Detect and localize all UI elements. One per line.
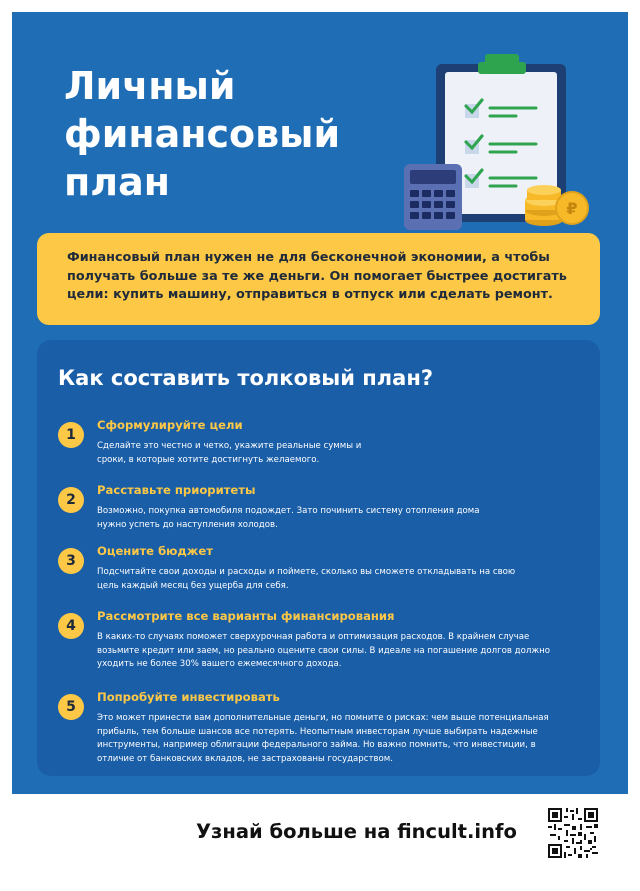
step-title: Рассмотрите все варианты финансирования xyxy=(97,609,395,623)
step-text: Это может принести вам дополнительные деньги, но помните о рисках: чем выше потенциальная прибыль, тем больше шансов все потерять. Неопытным инвесторам лучше выбирать надежные инструменты, например облигации федерального займа. Но важно помнить, что инвестиции, в отличие от банковских вкладов, не застрахованы государством. xyxy=(97,713,549,764)
plan-panel xyxy=(37,340,600,776)
page-title xyxy=(64,62,394,206)
step-title: Попробуйте инвестировать xyxy=(97,690,280,704)
intro-callout xyxy=(37,233,600,325)
step-text: Возможно, покупка автомобиля подождет. Зато починить систему отопления дома нужно успеть до наступления холодов. xyxy=(97,506,480,530)
ruble-sign: ₽ xyxy=(566,199,578,218)
poster xyxy=(12,12,628,794)
title-line-2: финансовый xyxy=(64,112,341,156)
step-number-badge: 3 xyxy=(58,548,84,574)
step-text: В каких-то случаях поможет сверхурочная работа и оптимизация расходов. В крайнем случае возьмите кредит или заем, но реально оцените свои силы. В идеале на погашение долгов должно уходить не более 30% вашего ежемесячного дохода. xyxy=(97,632,550,669)
footer-cta: Узнай больше на fincult.info xyxy=(196,820,517,843)
intro-text: Финансовый план нужен не для бесконечной экономии, а чтобы получать больше за те же деньги. Он помогает быстрее достигать цели: купить машину, отправиться в отпуск или сделать ремонт. xyxy=(67,250,567,302)
title-line-1: Личный xyxy=(64,64,236,108)
coin-stack-icon xyxy=(525,185,588,226)
step-number-badge: 5 xyxy=(58,694,84,720)
step-text: Подсчитайте свои доходы и расходы и поймете, сколько вы сможете откладывать на свою цель каждый месяц без ущерба для себя. xyxy=(97,567,516,591)
clipboard-calculator-coins-illustration xyxy=(390,42,590,232)
qr-code-icon[interactable] xyxy=(548,808,598,858)
title-line-3: план xyxy=(64,160,170,204)
step-number-badge: 4 xyxy=(58,613,84,639)
step-number-badge: 1 xyxy=(58,422,84,448)
step-title: Сформулируйте цели xyxy=(97,418,243,432)
step-title: Оцените бюджет xyxy=(97,544,213,558)
step-number-badge: 2 xyxy=(58,487,84,513)
step-text: Сделайте это честно и четко, укажите реальные суммы и сроки, в которые хотите достигнуть желаемого. xyxy=(97,441,362,465)
calculator-icon xyxy=(404,164,462,230)
step-title: Расставьте приоритеты xyxy=(97,483,256,497)
plan-heading: Как составить толковый план? xyxy=(58,366,434,390)
